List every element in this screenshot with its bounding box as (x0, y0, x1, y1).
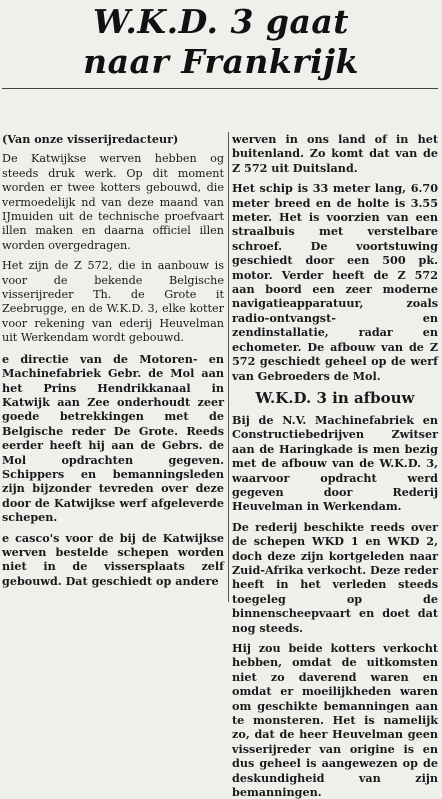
left-paragraph-4: e casco's voor de bij de Katwijkse werven bestelde schepen worden niet in de vissersplaats zelf gebouwd. Dat geschiedt op andere (2, 530, 224, 588)
headline-line-1: W.K.D. 3 gaat (92, 2, 350, 41)
right-paragraph-5: Hij zou beide kotters verkocht hebben, omdat de uitkomsten niet zo daverend waren en omdat er moeilijkheden waren om geschikte bemanningen aan te monsteren. Het is namelijk zo, dat de heer Heuvelman geen visserijreder van origine is en dus geheel is aangewezen op de deskundigheid van zijn bemanningen. (232, 641, 438, 799)
left-column (2, 132, 224, 602)
right-paragraph-1: werven in ons land of in het buitenland. Zo komt dat van de Z 572 uit Duitsland. (232, 132, 438, 175)
byline: (Van onze visserijredacteur) (2, 132, 179, 146)
subheading: W.K.D. 3 in afbouw (255, 388, 415, 407)
right-paragraph-3: Bij de N.V. Machinefabriek en Constructiebedrijven Zwitser aan de Haringkade is men bezig met de afbouw van de W.K.D. 3, waarvoor opdracht werd gegeven door Rederij Heuvelman in Werkendam. (232, 412, 438, 514)
left-paragraph-3: e directie van de Motoren- en Machinefabriek Gebr. de Mol aan het Prins Hendrikkanaal in Katwijk aan Zee onderhoudt zeer goede betrekkingen met de Belgische reder De Grote. Reeds eerder heeft hij aan de Gebrs. de Mol opdrachten gegeven. Schippers en bemanningsleden zijn bijzonder tevreden over deze door de Katwijkse werf afgeleverde schepen. (2, 351, 224, 525)
right-paragraph-2: Het schip is 33 meter lang, 6.70 meter breed en de holte is 3.55 meter. Het is voorzien van een straalbuis met verstelbare schroef. De voortstuwing geschiedt door een 500 pk. motor. Verder heeft de Z 572 aan boord een zeer moderne navigatieapparatuur, zoals radio-ontvangst- en zendinstallatie, radar en echometer. De afbouw van de Z 572 geschiedt geheel op de werf van Gebroeders de Mol. (232, 181, 438, 383)
headline-line-2: naar Frankrijk (83, 42, 359, 81)
right-column (232, 132, 439, 799)
headline-rule (2, 88, 438, 89)
column-divider (228, 132, 229, 602)
left-paragraph-2: Het zijn de Z 572, die in aanbouw is voor de bekende Belgische visserijreder Th. de Grote it Zeebrugge, en de W.K.D. 3, elke kotter voor rekening van ederij Heuvelman uit Werkendam wordt gebouwd. (2, 259, 224, 345)
headline (0, 2, 442, 82)
right-paragraph-4: De rederij beschikte reeds over de schepen WKD 1 en WKD 2, doch deze zijn kortgeleden naar Zuid-Afrika verkocht. Deze reder heeft in het verleden steeds toegeleg op de binnenscheepvaart en doet dat nog steeds. (232, 519, 439, 635)
left-paragraph-1: De Katwijkse werven hebben og steeds druk werk. Op dit moment worden er twee kotters gebouwd, die vermoedelijk nd van deze maand van IJmuiden uit de technische proefvaart illen maken en daarna officiel illen worden overgedragen. (2, 152, 224, 252)
